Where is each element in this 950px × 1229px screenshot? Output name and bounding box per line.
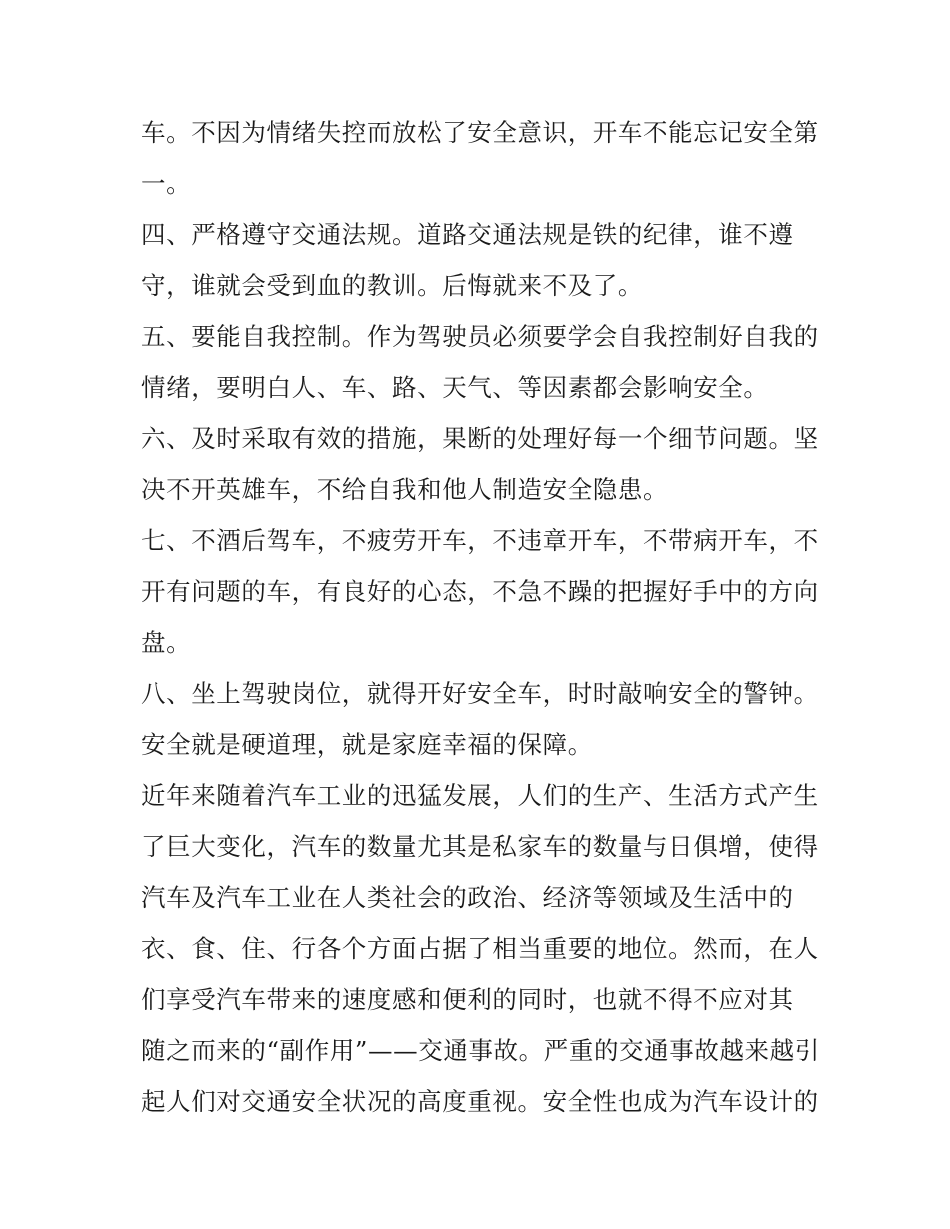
document-body (141, 107, 820, 1127)
text-line: 五、要能自我控制。作为驾驶员必须要学会自我控制好自我的 (141, 322, 819, 351)
text-line: 开有问题的车，有良好的心态，不急不躁的把握好手中的方向 (141, 577, 819, 606)
text-line: 四、严格遵守交通法规。道路交通法规是铁的纪律，谁不遵 (141, 220, 794, 249)
text-line: 汽车及汽车工业在人类社会的政治、经济等领域及生活中的 (141, 883, 794, 912)
text-line: 起人们对交通安全状况的高度重视。安全性也成为汽车设计的 (141, 1087, 819, 1116)
text-line: 车。不因为情绪失控而放松了安全意识，开车不能忘记安全第 (141, 118, 819, 147)
text-line: 了巨大变化，汽车的数量尤其是私家车的数量与日俱增，使得 (141, 832, 819, 861)
text-line: 守，谁就会受到血的教训。后悔就来不及了。 (141, 271, 643, 300)
text-line: 随之而来的“副作用”——交通事故。严重的交通事故越来越引 (141, 1036, 820, 1065)
text-line: 决不开英雄车，不给自我和他人制造安全隐患。 (141, 475, 669, 504)
text-line: 盘。 (141, 628, 192, 657)
text-line: 情绪，要明白人、车、路、天气、等因素都会影响安全。 (141, 373, 769, 402)
text-line: 一。 (141, 169, 192, 198)
text-line: 六、及时采取有效的措施，果断的处理好每一个细节问题。坚 (141, 424, 819, 453)
text-line: 近年来随着汽车工业的迅猛发展，人们的生产、生活方式产生 (141, 781, 819, 810)
text-line: 们享受汽车带来的速度感和便利的同时，也就不得不应对其 (141, 985, 794, 1014)
text-line: 安全就是硬道理，就是家庭幸福的保障。 (141, 730, 593, 759)
text-line: 七、不酒后驾车，不疲劳开车，不违章开车，不带病开车，不 (141, 526, 819, 555)
text-line: 八、坐上驾驶岗位，就得开好安全车，时时敲响安全的警钟。 (141, 679, 819, 708)
text-line: 衣、食、住、行各个方面占据了相当重要的地位。然而，在人 (141, 934, 819, 963)
